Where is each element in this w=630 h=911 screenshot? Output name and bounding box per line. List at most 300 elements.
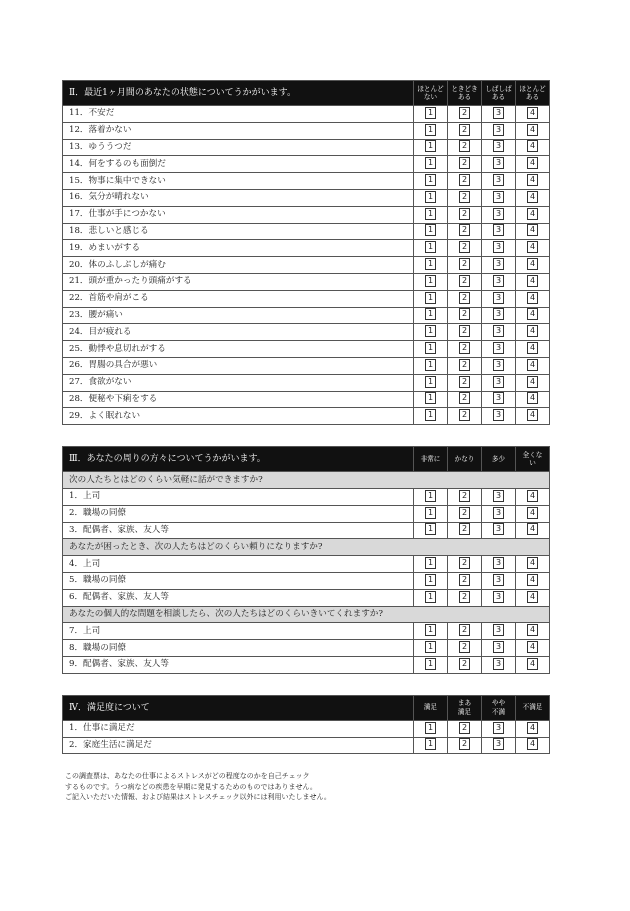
answer-cell [448,257,482,274]
answer-cell [482,189,516,206]
header-option-3: 多少 [482,447,516,472]
question-row [63,522,550,539]
question-row [63,589,550,606]
answer-option-4[interactable]: 4 [527,490,538,502]
question-label: 1．上司 [63,488,414,505]
answer-cell [482,273,516,290]
answer-cell [414,656,448,673]
answer-cell [414,589,448,606]
answer-cell [448,156,482,173]
answer-option-3[interactable]: 3 [493,624,504,636]
header-option-2: まあ 満足 [448,695,482,720]
answer-option-3[interactable]: 3 [493,174,504,186]
answer-cell [414,307,448,324]
answer-cell [516,139,550,156]
answer-option-1[interactable]: 1 [425,275,436,287]
answer-cell [516,408,550,425]
answer-cell [448,122,482,139]
answer-cell [482,623,516,640]
answer-option-2[interactable]: 2 [459,275,470,287]
question-label: 8．職場の同僚 [63,640,414,657]
answer-cell [448,273,482,290]
answer-option-4[interactable]: 4 [527,591,538,603]
answer-option-1[interactable]: 1 [425,224,436,236]
answer-cell [448,488,482,505]
question-label: 25．動悸や息切れがする [63,341,414,358]
answer-cell [516,720,550,737]
answer-option-3[interactable]: 3 [493,376,504,388]
question-row [63,505,550,522]
answer-option-2[interactable]: 2 [459,738,470,750]
question-row [63,720,550,737]
answer-option-3[interactable]: 3 [493,157,504,169]
answer-cell [414,391,448,408]
answer-option-2[interactable]: 2 [459,124,470,136]
answer-option-3[interactable]: 3 [493,392,504,404]
answer-option-4[interactable]: 4 [527,574,538,586]
header-option-1: ほとんど ない [414,81,448,106]
answer-option-4[interactable]: 4 [527,107,538,119]
answer-option-1[interactable]: 1 [425,574,436,586]
answer-option-4[interactable]: 4 [527,392,538,404]
answer-option-2[interactable]: 2 [459,191,470,203]
answer-option-3[interactable]: 3 [493,557,504,569]
answer-cell [482,257,516,274]
question-row [63,488,550,505]
answer-option-4[interactable]: 4 [527,208,538,220]
answer-option-2[interactable]: 2 [459,523,470,535]
answer-option-3[interactable]: 3 [493,208,504,220]
question-label: 2．職場の同僚 [63,505,414,522]
answer-option-4[interactable]: 4 [527,722,538,734]
answer-option-3[interactable]: 3 [493,359,504,371]
answer-option-4[interactable]: 4 [527,258,538,270]
answer-option-1[interactable]: 1 [425,376,436,388]
answer-cell [414,189,448,206]
answer-option-3[interactable]: 3 [493,591,504,603]
question-label: 9．配偶者、家族、友人等 [63,656,414,673]
answer-cell [482,122,516,139]
answer-option-2[interactable]: 2 [459,157,470,169]
answer-option-2[interactable]: 2 [459,224,470,236]
question-label: 22．首筋や肩がこる [63,290,414,307]
question-row [63,307,550,324]
question-label: 13．ゆううつだ [63,139,414,156]
header-option-2: ときどき ある [448,81,482,106]
answer-cell [516,656,550,673]
answer-option-2[interactable]: 2 [459,392,470,404]
answer-option-4[interactable]: 4 [527,523,538,535]
question-row [63,189,550,206]
answer-cell [448,106,482,123]
answer-option-1[interactable]: 1 [425,409,436,421]
answer-cell [414,106,448,123]
question-label: 1．仕事に満足だ [63,720,414,737]
answer-option-1[interactable]: 1 [425,258,436,270]
answer-option-2[interactable]: 2 [459,292,470,304]
section-3-table [62,446,550,674]
question-row [63,391,550,408]
answer-cell [414,122,448,139]
answer-cell [414,374,448,391]
answer-option-2[interactable]: 2 [459,557,470,569]
answer-option-3[interactable]: 3 [493,523,504,535]
answer-option-2[interactable]: 2 [459,658,470,670]
answer-cell [482,206,516,223]
answer-option-1[interactable]: 1 [425,523,436,535]
question-label: 19．めまいがする [63,240,414,257]
answer-option-3[interactable]: 3 [493,641,504,653]
answer-option-3[interactable]: 3 [493,107,504,119]
answer-option-1[interactable]: 1 [425,140,436,152]
answer-option-2[interactable]: 2 [459,624,470,636]
answer-cell [448,408,482,425]
question-group-heading [63,472,550,489]
answer-option-3[interactable]: 3 [493,140,504,152]
answer-cell [516,522,550,539]
answer-cell [516,206,550,223]
answer-option-3[interactable]: 3 [493,275,504,287]
answer-cell [482,589,516,606]
answer-option-1[interactable]: 1 [425,641,436,653]
answer-cell [516,589,550,606]
answer-option-4[interactable]: 4 [527,124,538,136]
answer-option-3[interactable]: 3 [493,191,504,203]
answer-cell [482,374,516,391]
answer-cell [482,357,516,374]
answer-option-2[interactable]: 2 [459,342,470,354]
answer-option-3[interactable]: 3 [493,342,504,354]
answer-option-4[interactable]: 4 [527,325,538,337]
note-line: ご記入いただいた情報、および結果はストレスチェック以外には利用いたしません。 [65,792,331,801]
answer-option-4[interactable]: 4 [527,409,538,421]
question-row [63,737,550,754]
answer-cell [414,156,448,173]
answer-option-1[interactable]: 1 [425,342,436,354]
answer-cell [516,173,550,190]
group-question: あなたの個人的な問題を相談したら、次の人たちはどのくらいきいてくれますか? [63,606,550,623]
answer-cell [482,156,516,173]
question-row [63,156,550,173]
answer-option-2[interactable]: 2 [459,507,470,519]
header-option-3: やや 不満 [482,695,516,720]
answer-cell [482,640,516,657]
answer-cell [482,488,516,505]
answer-option-4[interactable]: 4 [527,157,538,169]
answer-option-4[interactable]: 4 [527,376,538,388]
answer-cell [482,341,516,358]
answer-cell [482,572,516,589]
answer-option-2[interactable]: 2 [459,359,470,371]
answer-cell [448,656,482,673]
section-4-table [62,695,550,755]
group-question: 次の人たちとはどのくらい気軽に話ができますか? [63,472,550,489]
answer-option-2[interactable]: 2 [459,308,470,320]
answer-option-1[interactable]: 1 [425,490,436,502]
answer-option-3[interactable]: 3 [493,490,504,502]
answer-option-2[interactable]: 2 [459,376,470,388]
answer-option-4[interactable]: 4 [527,342,538,354]
answer-option-1[interactable]: 1 [425,292,436,304]
answer-option-4[interactable]: 4 [527,241,538,253]
answer-option-2[interactable]: 2 [459,574,470,586]
question-row [63,374,550,391]
answer-cell [448,556,482,573]
answer-cell [516,156,550,173]
answer-cell [482,522,516,539]
answer-cell [482,505,516,522]
answer-cell [448,640,482,657]
header-option-3: しばしば ある [482,81,516,106]
answer-option-4[interactable]: 4 [527,191,538,203]
answer-cell [414,173,448,190]
answer-cell [448,357,482,374]
section-3-header [63,447,550,472]
answer-option-1[interactable]: 1 [425,241,436,253]
answer-option-2[interactable]: 2 [459,409,470,421]
note-line: するものです。うつ病などの疾患を早期に発見するためのものではありません。 [65,782,317,791]
answer-option-2[interactable]: 2 [459,591,470,603]
answer-option-4[interactable]: 4 [527,624,538,636]
answer-option-3[interactable]: 3 [493,738,504,750]
header-option-4: 全くな い [516,447,550,472]
answer-option-1[interactable]: 1 [425,359,436,371]
answer-option-4[interactable]: 4 [527,507,538,519]
answer-cell [414,556,448,573]
answer-cell [516,106,550,123]
answer-cell [482,223,516,240]
answer-cell [448,139,482,156]
answer-option-4[interactable]: 4 [527,738,538,750]
question-row [63,556,550,573]
answer-cell [448,341,482,358]
answer-option-1[interactable]: 1 [425,174,436,186]
answer-cell [516,290,550,307]
answer-option-2[interactable]: 2 [459,174,470,186]
answer-cell [448,737,482,754]
answer-option-3[interactable]: 3 [493,258,504,270]
answer-cell [482,307,516,324]
question-row [63,173,550,190]
question-row [63,223,550,240]
answer-cell [414,290,448,307]
answer-cell [414,505,448,522]
answer-cell [414,257,448,274]
answer-option-2[interactable]: 2 [459,258,470,270]
answer-option-4[interactable]: 4 [527,174,538,186]
question-label: 21．頭が重かったり頭痛がする [63,273,414,290]
answer-option-1[interactable]: 1 [425,107,436,119]
answer-cell [516,623,550,640]
answer-cell [448,173,482,190]
answer-option-3[interactable]: 3 [493,507,504,519]
answer-option-3[interactable]: 3 [493,325,504,337]
question-row [63,341,550,358]
answer-option-3[interactable]: 3 [493,308,504,320]
answer-option-3[interactable]: 3 [493,224,504,236]
question-row [63,240,550,257]
answer-cell [448,374,482,391]
answer-option-1[interactable]: 1 [425,658,436,670]
question-label: 2．家庭生活に満足だ [63,737,414,754]
answer-option-1[interactable]: 1 [425,124,436,136]
answer-cell [516,640,550,657]
answer-option-1[interactable]: 1 [425,624,436,636]
answer-cell [414,206,448,223]
answer-option-3[interactable]: 3 [493,409,504,421]
question-row [63,357,550,374]
answer-cell [516,391,550,408]
question-label: 16．気分が晴れない [63,189,414,206]
question-row [63,408,550,425]
question-label: 24．目が疲れる [63,324,414,341]
question-row [63,206,550,223]
answer-option-2[interactable]: 2 [459,208,470,220]
header-option-2: かなり [448,447,482,472]
answer-cell [414,408,448,425]
answer-cell [448,589,482,606]
answer-option-1[interactable]: 1 [425,325,436,337]
answer-cell [516,357,550,374]
answer-cell [448,189,482,206]
answer-cell [516,223,550,240]
question-row [63,273,550,290]
answer-cell [482,240,516,257]
answer-option-3[interactable]: 3 [493,124,504,136]
answer-option-1[interactable]: 1 [425,392,436,404]
section-4-header [63,695,550,720]
answer-option-1[interactable]: 1 [425,308,436,320]
question-label: 17．仕事が手につかない [63,206,414,223]
answer-cell [516,257,550,274]
question-label: 11．不安だ [63,106,414,123]
answer-cell [414,488,448,505]
answer-option-3[interactable]: 3 [493,292,504,304]
answer-cell [448,240,482,257]
answer-option-2[interactable]: 2 [459,722,470,734]
answer-option-1[interactable]: 1 [425,507,436,519]
questionnaire-page [62,80,549,802]
question-label: 23．腰が痛い [63,307,414,324]
answer-cell [414,139,448,156]
answer-cell [414,357,448,374]
answer-option-4[interactable]: 4 [527,140,538,152]
answer-option-4[interactable]: 4 [527,308,538,320]
answer-option-2[interactable]: 2 [459,241,470,253]
answer-option-4[interactable]: 4 [527,292,538,304]
question-row [63,572,550,589]
question-row [63,640,550,657]
answer-cell [482,656,516,673]
answer-cell [414,341,448,358]
answer-cell [448,623,482,640]
answer-cell [516,505,550,522]
answer-option-1[interactable]: 1 [425,157,436,169]
answer-cell [414,223,448,240]
note-line: この調査票は、あなたの仕事によるストレスがどの程度なのかを自己チェック [65,772,310,781]
answer-cell [414,737,448,754]
question-label: 7．上司 [63,623,414,640]
answer-cell [482,737,516,754]
answer-option-4[interactable]: 4 [527,658,538,670]
answer-cell [482,391,516,408]
header-option-1: 非常に [414,447,448,472]
answer-cell [448,223,482,240]
answer-option-2[interactable]: 2 [459,325,470,337]
answer-cell [516,189,550,206]
answer-cell [414,273,448,290]
question-row [63,257,550,274]
question-label: 6．配偶者、家族、友人等 [63,589,414,606]
question-label: 18．悲しいと感じる [63,223,414,240]
answer-option-4[interactable]: 4 [527,359,538,371]
answer-cell [448,391,482,408]
header-option-4: ほとんど ある [516,81,550,106]
answer-option-2[interactable]: 2 [459,140,470,152]
answer-option-3[interactable]: 3 [493,658,504,670]
question-label: 5．職場の同僚 [63,572,414,589]
section-4-title: Ⅳ．満足度について [63,695,414,720]
question-group-heading [63,539,550,556]
answer-option-1[interactable]: 1 [425,191,436,203]
answer-option-3[interactable]: 3 [493,241,504,253]
question-row [63,623,550,640]
answer-cell [482,720,516,737]
answer-cell [516,324,550,341]
answer-cell [482,290,516,307]
answer-cell [414,522,448,539]
footer-notes [62,771,549,802]
section-3-title: Ⅲ．あなたの周りの方々についてうかがいます。 [63,447,414,472]
answer-cell [448,206,482,223]
answer-option-4[interactable]: 4 [527,275,538,287]
answer-option-4[interactable]: 4 [527,557,538,569]
answer-cell [516,122,550,139]
question-row [63,122,550,139]
answer-cell [516,307,550,324]
answer-cell [448,324,482,341]
answer-option-3[interactable]: 3 [493,574,504,586]
answer-cell [482,408,516,425]
question-group-heading [63,606,550,623]
answer-cell [414,640,448,657]
answer-option-1[interactable]: 1 [425,722,436,734]
answer-cell [414,324,448,341]
question-label: 27．食欲がない [63,374,414,391]
answer-option-2[interactable]: 2 [459,641,470,653]
answer-cell [516,273,550,290]
answer-option-4[interactable]: 4 [527,224,538,236]
question-row [63,139,550,156]
question-label: 12．落着かない [63,122,414,139]
answer-option-1[interactable]: 1 [425,738,436,750]
answer-option-1[interactable]: 1 [425,557,436,569]
answer-cell [516,556,550,573]
answer-cell [516,572,550,589]
answer-cell [414,720,448,737]
answer-option-2[interactable]: 2 [459,490,470,502]
answer-option-2[interactable]: 2 [459,107,470,119]
answer-cell [414,623,448,640]
answer-cell [482,106,516,123]
question-row [63,324,550,341]
answer-option-3[interactable]: 3 [493,722,504,734]
question-label: 26．胃腸の具合が悪い [63,357,414,374]
answer-option-1[interactable]: 1 [425,591,436,603]
answer-cell [516,488,550,505]
answer-option-1[interactable]: 1 [425,208,436,220]
answer-option-4[interactable]: 4 [527,641,538,653]
